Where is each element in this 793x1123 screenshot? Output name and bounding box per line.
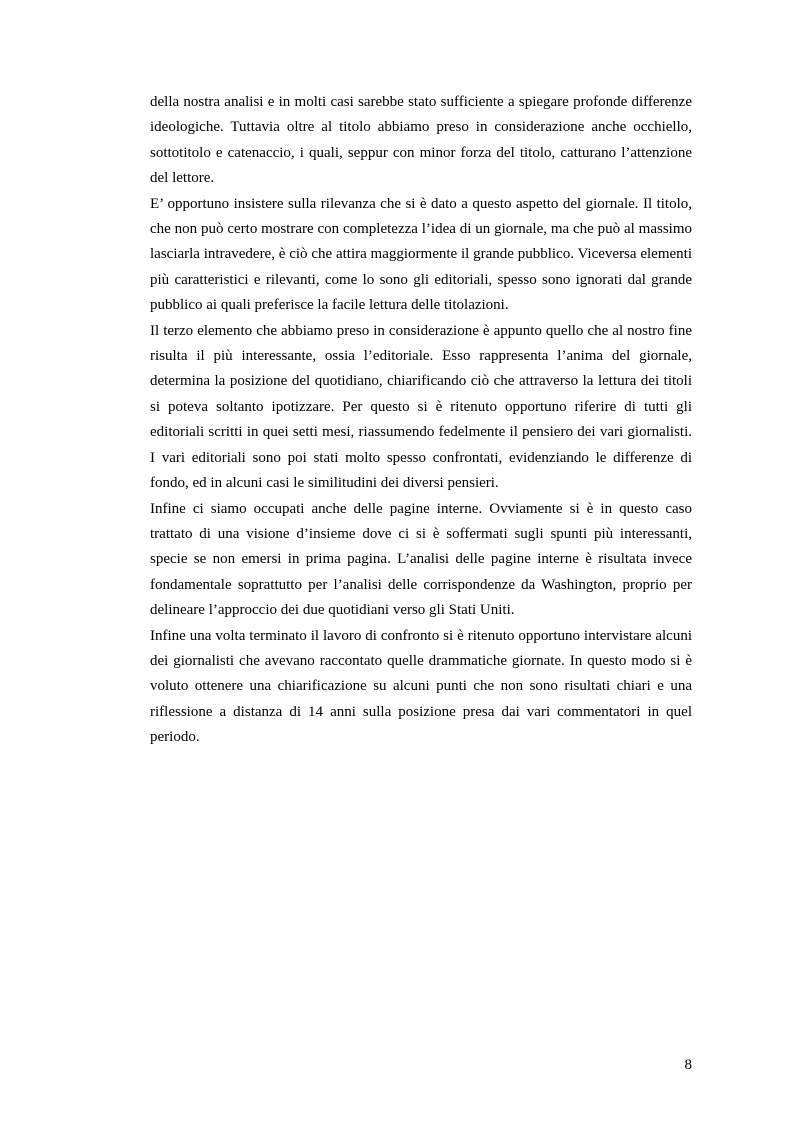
paragraph-1: della nostra analisi e in molti casi sarebbe stato sufficiente a spiegare profonde differenze ideologiche. Tuttavia oltre al titolo abbiamo preso in considerazione anche occhiello, sottotitolo e catenaccio, i quali, seppur con minor forza del titolo, catturano l’attenzione del lettore.	[150, 94, 692, 187]
body-text	[150, 90, 692, 751]
paragraph-3: Il terzo elemento che abbiamo preso in considerazione è appunto quello che al nostro fine risulta il più interessante, ossia l’editoriale. Esso rappresenta l’anima del giornale, determina la posizione del quotidiano, chiarificando ciò che attraverso la lettura dei titoli si poteva soltanto ipotizzare. Per questo si è ritenuto opportuno riferire di tutti gli editoriali scritti in quei setti mesi, riassumendo fedelmente il pensiero dei vari giornalisti. I vari editoriali sono poi stati molto spesso confrontati, evidenziando le differenze di fondo, ed in alcuni casi le similitudini dei diversi pensieri.	[150, 322, 692, 492]
page-number: 8	[684, 1057, 692, 1073]
paragraph-4: Infine ci siamo occupati anche delle pagine interne. Ovviamente si è in questo caso trattato di una visione d’insieme dove ci si è soffermati sugli spunti più interessanti, specie se non emersi in prima pagina. L’analisi delle pagine interne è risultata invece fondamentale soprattutto per l’analisi delle corrispondenze da Washington, proprio per delineare l’approccio dei due quotidiani verso gli Stati Uniti.	[150, 500, 692, 619]
paragraph-5: Infine una volta terminato il lavoro di confronto si è ritenuto opportuno intervistare alcuni dei giornalisti che avevano raccontato quelle drammatiche giornate. In questo modo si è voluto ottenere una chiarificazione su alcuni punti che non sono risultati chiari e una riflessione a distanza di 14 anni sulla posizione presa dai vari commentatori in quel periodo.	[150, 627, 692, 746]
paragraph-2: E’ opportuno insistere sulla rilevanza che si è dato a questo aspetto del giornale. Il titolo, che non può certo mostrare con completezza l’idea di un giornale, ma che può al massimo lasciarla intravedere, è ciò che attira maggiormente il grande pubblico. Viceversa elementi più caratteristici e rilevanti, come lo sono gli editoriali, spesso sono ignorati dal grande pubblico ai quali preferisce la facile lettura delle titolazioni.	[150, 195, 692, 314]
